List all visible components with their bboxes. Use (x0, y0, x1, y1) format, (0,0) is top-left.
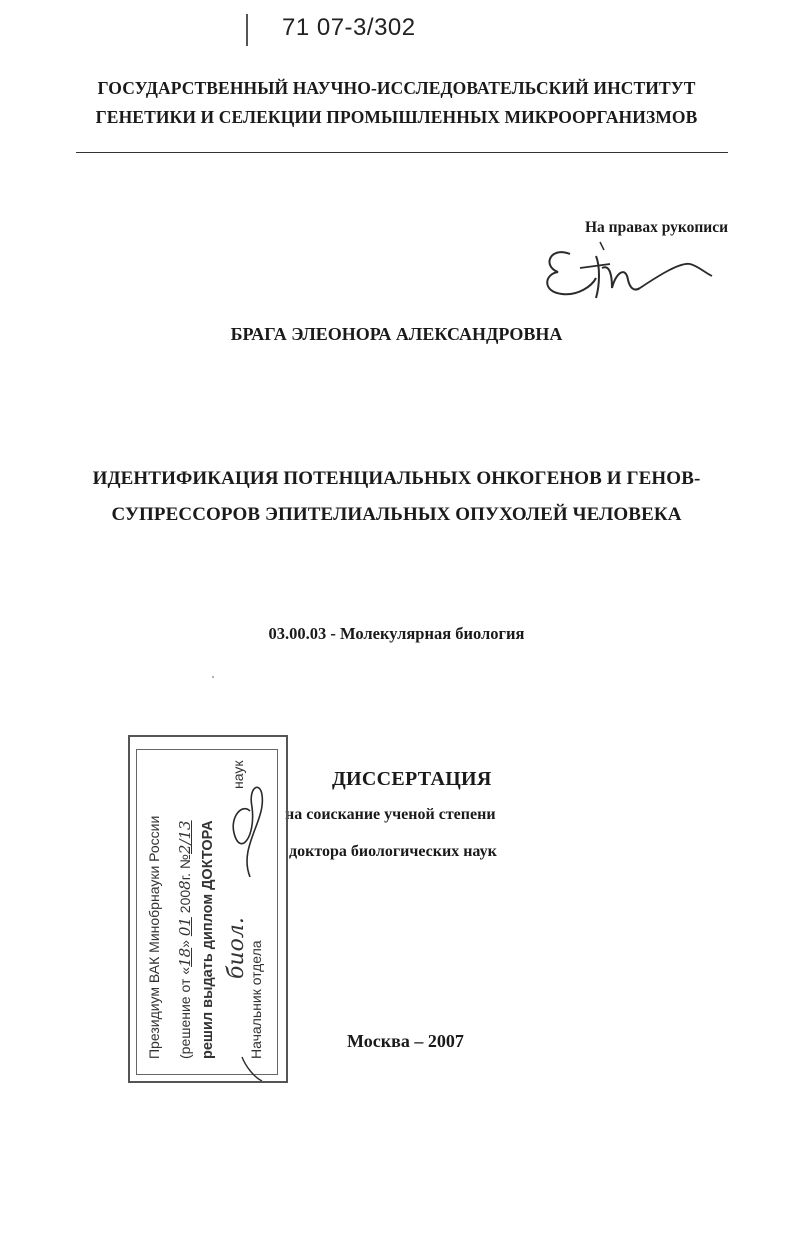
stamp-year-digit: 8 (176, 880, 194, 890)
city-year: Москва – 2007 (347, 1031, 464, 1051)
scan-speck (212, 676, 214, 678)
author-name: БРАГА ЭЛЕОНОРА АЛЕКСАНДРОВНА (230, 324, 563, 344)
vak-stamp (128, 735, 288, 1083)
stamp-year-prefix: 200 (177, 889, 193, 914)
stamp-line-5: Начальник отдела (248, 940, 264, 1059)
stamp-line-1: Президиум ВАК Минобрнауки России (146, 815, 162, 1059)
thesis-title-line-2: СУПРЕССОРОВ ЭПИТЕЛИАЛЬНЫХ ОПУХОЛЕЙ ЧЕЛОВЕКА (111, 504, 682, 525)
dissertation-heading: ДИССЕРТАЦИЯ (332, 768, 492, 790)
institute-line-1: ГОСУДАРСТВЕННЫЙ НАУЧНО-ИССЛЕДОВАТЕЛЬСКИЙ ИНСТИТУТ (97, 78, 696, 98)
author-signature (540, 236, 720, 306)
stamp-quote: » (177, 940, 193, 948)
degree-line-2: доктора биологических наук (289, 843, 497, 860)
stamp-field-label: наук (230, 760, 246, 789)
stamp-month-handwritten: 01 (176, 917, 194, 937)
margin-mark (246, 14, 248, 46)
stamp-field-handwritten: биол. (224, 917, 249, 979)
degree-line-1: на соискание ученой степени (285, 806, 496, 823)
thesis-title-line-1: ИДЕНТИФИКАЦИЯ ПОТЕНЦИАЛЬНЫХ ОНКОГЕНОВ И ГЕНОВ- (92, 468, 701, 489)
stamp-number-handwritten: 2/13 (176, 820, 194, 855)
stamp-decision-prefix: (решение от « (177, 966, 193, 1059)
stamp-signature (130, 737, 286, 1081)
stamp-day-handwritten: 18 (176, 947, 194, 967)
stamp-number-label: г. № (177, 854, 193, 881)
institute-line-2: ГЕНЕТИКИ И СЕЛЕКЦИИ ПРОМЫШЛЕННЫХ МИКРООРГАНИЗМОВ (95, 107, 698, 127)
catalog-number: 71 07-3/302 (282, 14, 416, 41)
manuscript-note: На правах рукописи (585, 219, 729, 236)
header-divider (76, 152, 728, 153)
specialty-code: 03.00.03 - Молекулярная биология (268, 624, 525, 643)
stamp-line-3: решил выдать диплом ДОКТОРА (200, 820, 216, 1059)
